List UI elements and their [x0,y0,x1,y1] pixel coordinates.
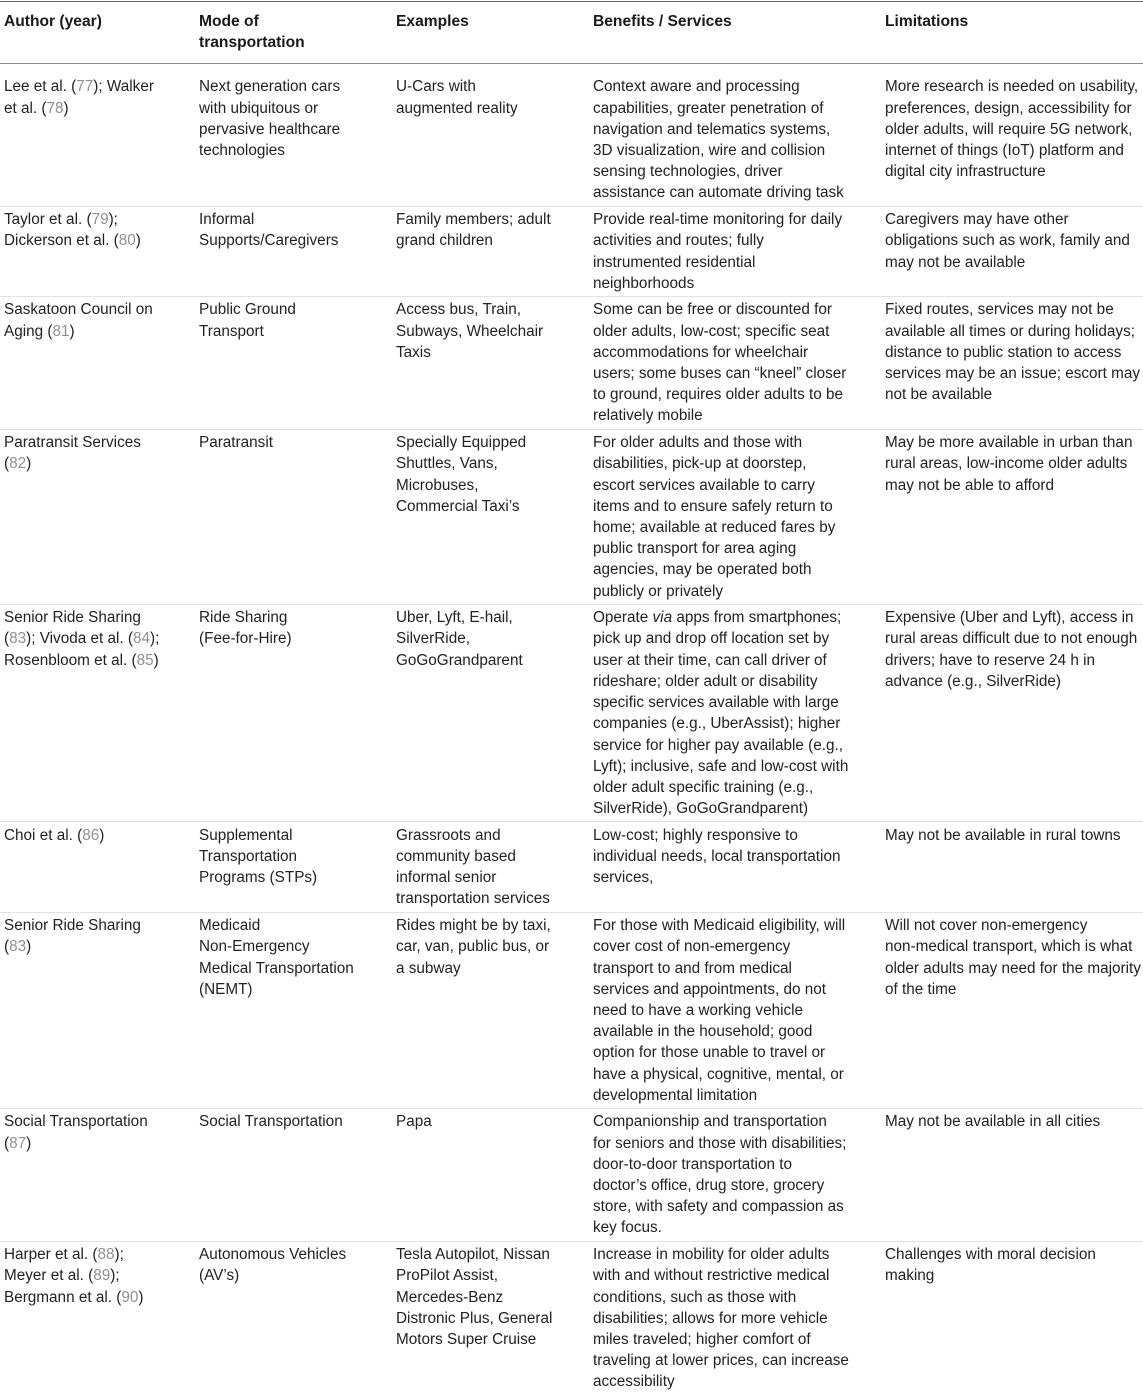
author-cell [0,912,195,1108]
mode-cell: Public Ground Transport [195,296,392,429]
author-text: Taylor et al. ( [4,211,92,229]
table-row [0,822,1143,912]
citation-ref: 84 [132,630,150,648]
citation-ref: 77 [76,78,94,96]
examples-cell: Specially Equipped Shuttles, Vans, Microbuses, Commercial Taxi’s [392,429,589,604]
citation-ref: 81 [52,322,70,340]
author-text: Choi et al. ( [4,826,83,844]
mode-cell: Next generation cars with ubiquitous or pervasive healthcare technologies [195,64,392,206]
mode-cell: Autonomous Vehicles (AV’s) [199,1246,347,1285]
author-text: Paratransit Services ( [4,434,141,473]
benefits-text: Operate [593,609,653,627]
author-text: Lee et al. ( [4,78,77,96]
benefits-cell: Companionship and transportation for seniors and those with disabilities; door-to-door transportation to doctor’s office, drug store, grocery store, with safety and compassion as key focus. [589,1108,881,1241]
table-row [0,296,1143,429]
citation-ref: 82 [9,455,27,473]
citation-ref: 80 [118,232,136,250]
examples-cell: Rides might be by taxi, car, van, public bus, or a subway [392,912,589,1108]
table-row [0,912,1143,1108]
benefits-cell: For those with Medicaid eligibility, will cover cost of non-emergency transport to and from medical services and appointments, do not need to have a working vehicle available in the household; good option for those unable to travel or have a physical, cognitive, mental, or developmental limitation [589,912,881,1108]
table-header [0,2,1143,64]
author-cell [0,822,195,912]
author-text: ) [138,1288,144,1306]
citation-ref: 79 [91,211,109,229]
transportation-modes-table [0,1,1143,1393]
mode-cell: Informal Supports/Caregivers [195,206,392,296]
table-row [0,1108,1143,1241]
benefits-cell: For older adults and those with disabilities, pick-up at doorstep, escort services available to carry items and to ensure safely return to home; available at reduced fares by public transport for area aging agencies, may be operated both publicly or privately [589,429,881,604]
benefits-cell: Context aware and processing capabilities, greater penetration of navigation and telematics systems, 3D visualization, wire and collision sensing technologies, driver assistance can automate driving task [589,64,881,206]
citation-ref: 83 [9,938,27,956]
table-row [0,64,1143,206]
benefits-cell: Low-cost; highly responsive to individual needs, local transportation services, [589,822,881,912]
benefits-text: apps from smartphones; pick up and drop off location set by user at their time, can call driver of rideshare; older adult or disability specific services available with large companies (e.g., UberAssist); higher service for higher pay available (e.g., Lyft); inclusive, safe and low-cost with older adult specific training (e.g., SilverRide), GoGoGrandparent) [593,609,849,818]
author-text: Harper et al. ( [4,1246,98,1264]
author-cell [0,296,195,429]
benefits-cell [589,604,881,822]
author-cell [0,604,195,822]
author-text: ); Dickerson et al. ( [4,211,119,250]
table-body [0,64,1143,1393]
examples-cell: Uber, Lyft, E-hail, SilverRide, GoGoGrandparent [392,604,589,822]
author-cell [0,1108,195,1241]
author-text: ) [26,455,32,473]
citation-ref: 85 [136,651,154,669]
author-text: ); Bergmann et al. ( [4,1267,122,1306]
author-cell [0,206,195,296]
citation-ref: 88 [97,1246,115,1264]
header-mode: Mode of transportation [195,2,392,64]
limitations-cell: More research is needed on usability, preferences, design, accessibility for older adults, will require 5G network, internet of things (IoT) platform and digital city infrastructure [881,64,1143,206]
author-text: Senior Ride Sharing ( [4,609,141,648]
author-text: ); Meyer et al. ( [4,1246,124,1285]
header-author: Author (year) [0,2,195,64]
limitations-cell: May not be available in rural towns [881,822,1143,912]
benefits-cell: Some can be free or discounted for older adults, low-cost; specific seat accommodations for wheelchair users; some buses can “kneel” closer to ground, requires older adults to be relatively mobile [589,296,881,429]
benefits-emphasis: via [652,609,673,627]
table-row [0,429,1143,604]
examples-cell: Family members; adult grand children [392,206,589,296]
examples-cell: U-Cars with augmented reality [392,64,589,206]
limitations-cell: May not be available in all cities [881,1108,1143,1241]
citation-ref: 89 [93,1267,111,1285]
header-row [0,2,1143,64]
header-examples: Examples [392,2,589,64]
mode-cell: Medicaid Non-Emergency Medical Transportation (NEMT) [195,912,392,1108]
author-cell [0,429,195,604]
author-text: ) [26,938,32,956]
limitations-cell: Expensive (Uber and Lyft), access in rural areas difficult due to not enough drivers; have to reserve 24 h in advance (e.g., SilverRide) [881,604,1143,822]
author-text: ) [69,322,75,340]
limitations-cell: Fixed routes, services may not be available all times or during holidays; distance to public station to access services may be an issue; escort may not be available [881,296,1143,429]
benefits-cell: Provide real-time monitoring for daily activities and routes; fully instrumented residential neighborhoods [589,206,881,296]
examples-cell: Access bus, Train, Subways, Wheelchair Taxis [392,296,589,429]
author-text: ) [99,826,105,844]
header-benefits: Benefits / Services [589,2,881,64]
mode-cell: Supplemental Transportation Programs (STPs) [195,822,392,912]
author-text: ) [63,99,69,117]
examples-cell: Tesla Autopilot, Nissan ProPilot Assist, Mercedes-Benz Distronic Plus, General Motors Super Cruise [396,1246,553,1348]
author-text: ) [26,1134,32,1152]
author-text: Saskatoon Council on Aging ( [4,301,153,340]
author-text: ); Vivoda et al. ( [26,630,133,648]
citation-ref: 83 [9,630,27,648]
table-row [0,604,1143,822]
examples-cell: Grassroots and community based informal senior transportation services [392,822,589,912]
citation-ref: 78 [46,99,64,117]
limitations-cell: May be more available in urban than rural areas, low-income older adults may not be able to afford [881,429,1143,604]
citation-ref: 86 [82,826,100,844]
limitations-cell: Challenges with moral decision making [885,1246,1096,1285]
examples-cell: Papa [392,1108,589,1241]
mode-cell: Ride Sharing (Fee-for-Hire) [195,604,392,822]
author-cell [0,64,195,206]
citation-ref: 87 [9,1134,27,1152]
author-text: Senior Ride Sharing ( [4,917,141,956]
table-row [0,1241,1143,1392]
header-limitations: Limitations [881,2,1143,64]
benefits-cell: Increase in mobility for older adults with and without restrictive medical conditions, such as those with disabilities; allows for more vehicle miles traveled; higher comfort of traveling at lower prices, can increase accessibility [593,1246,849,1391]
author-text: ); Rosenbloom et al. ( [4,630,160,669]
author-text: ) [153,651,159,669]
limitations-cell: Caregivers may have other obligations such as work, family and may not be available [881,206,1143,296]
mode-cell: Paratransit [195,429,392,604]
limitations-cell: Will not cover non-emergency non-medical transport, which is what older adults may need for the majority of the time [881,912,1143,1108]
author-text: ); Walker et al. ( [4,78,154,117]
citation-ref: 90 [121,1288,139,1306]
author-text: Social Transportation ( [4,1113,148,1152]
table-row [0,206,1143,296]
author-cell [0,1241,195,1392]
mode-cell: Social Transportation [195,1108,392,1241]
author-text: ) [135,232,141,250]
